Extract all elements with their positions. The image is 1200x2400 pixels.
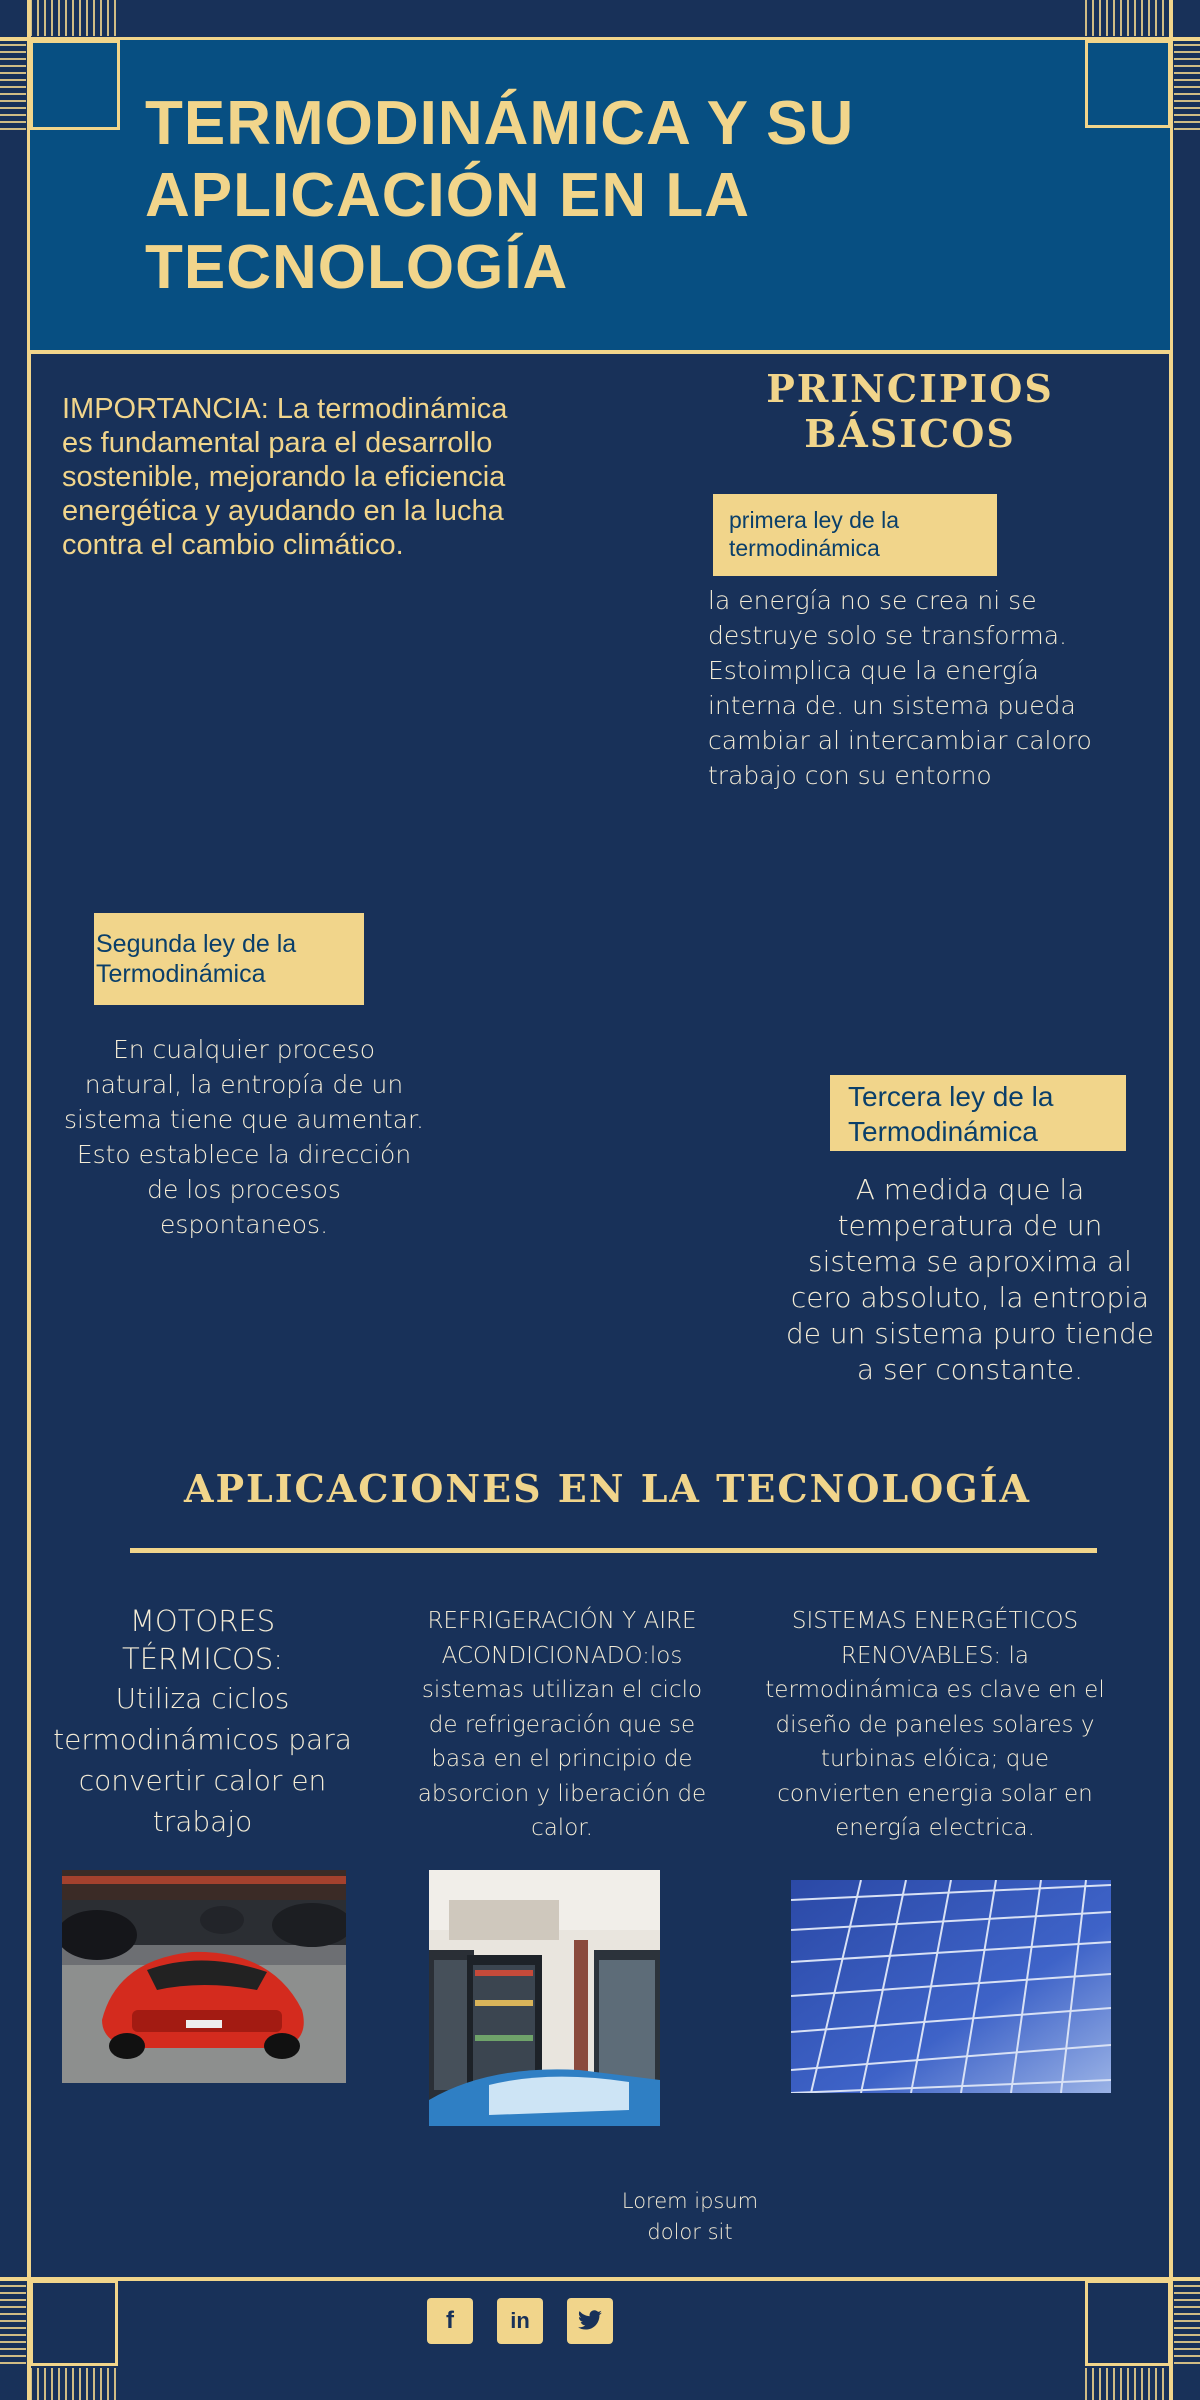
lorem-ipsum-text: Lorem ipsum dolor sit: [621, 2189, 759, 2244]
applications-divider: [130, 1548, 1097, 1553]
twitter-bird-icon: [577, 2310, 603, 2332]
header-divider: [30, 350, 1170, 354]
principles-title: PRINCIPIOS BÁSICOS: [766, 366, 1054, 456]
corner-hatch-bottom-left-side: [0, 2282, 26, 2364]
photo-refrigerated-store: [429, 1870, 660, 2126]
second-law-text: En cualquier proceso natural, la entropía de un sistema tiene que aumentar. Esto establece la dirección de los procesos espontaneos.: [64, 1035, 424, 1239]
importance-text: IMPORTANCIA: La termodinámica es fundamental para el desarrollo sostenible, mejorando la eficiencia energética y ayudando en la lucha contra el cambio climático.: [62, 393, 508, 561]
second-law-label: Segunda ley de la Termodinámica: [94, 913, 364, 1005]
application-motors-heading: MOTORES TÉRMICOS:: [121, 1604, 283, 1676]
corner-hatch-bottom-right-side: [1174, 2282, 1200, 2364]
corner-hatch-top-left: [30, 0, 118, 36]
title-line-2: APLICACIÓN EN LA: [145, 161, 750, 230]
frame-left: [27, 0, 31, 2400]
application-renewables: SISTEMAS ENERGÉTICOS RENOVABLES: la termodinámica es clave en el diseño de paneles solares y turbinas elóica; que convierten energia solar en energía electrica.: [765, 1608, 1105, 1841]
page-title: [145, 88, 965, 304]
application-motors: [50, 1602, 355, 1842]
solar-panels-image: [791, 1880, 1111, 2093]
twitter-icon[interactable]: [567, 2298, 613, 2344]
corner-box-top-left: [30, 40, 120, 130]
photo-solar-panels: [791, 1880, 1111, 2093]
frame-right: [1169, 0, 1173, 2400]
third-law-text: A medida que la temperatura de un sistema se aproxima al cero absoluto, la entropia de un sistema puro tiende a ser constante.: [786, 1173, 1154, 1386]
photo-red-sports-car: [62, 1870, 346, 2083]
title-line-3: TECNOLOGÍA: [145, 233, 569, 302]
corner-box-bottom-left: [30, 2280, 118, 2366]
first-law-text: la energía no se crea ni se destruye solo se transforma. Estoimplica que la energía interna de. un sistema pueda cambiar al intercambiar caloro trabajo con su entorno: [708, 586, 1092, 790]
linkedin-icon[interactable]: in: [497, 2298, 543, 2344]
first-law-label: primera ley de la termodinámica: [713, 494, 997, 576]
corner-box-top-right: [1085, 40, 1171, 128]
corner-hatch-top-right-side: [1174, 40, 1200, 130]
corner-hatch-bottom-left: [30, 2368, 118, 2400]
title-line-1: TERMODINÁMICA Y SU: [145, 89, 855, 158]
application-refrigeration: REFRIGERACIÓN Y AIRE ACONDICIONADO:los sistemas utilizan el ciclo de refrigeración que se basa en el principio de absorcion y liberación de calor.: [417, 1608, 707, 1841]
corner-hatch-top-right: [1085, 0, 1169, 36]
application-motors-text: Utiliza ciclos termodinámicos para convertir calor en trabajo: [53, 1682, 352, 1838]
corner-hatch-bottom-right: [1085, 2368, 1169, 2400]
refrigerators-image: [429, 1870, 660, 2126]
facebook-icon[interactable]: f: [427, 2298, 473, 2344]
third-law-label: Tercera ley de la Termodinámica: [830, 1075, 1126, 1151]
sports-car-image: [62, 1870, 346, 2083]
corner-box-bottom-right: [1085, 2280, 1171, 2366]
corner-hatch-top-left-side: [0, 40, 26, 130]
applications-title: APLICACIONES EN LA TECNOLOGÍA: [184, 1466, 1031, 1511]
frame-bottom: [0, 2277, 1200, 2281]
